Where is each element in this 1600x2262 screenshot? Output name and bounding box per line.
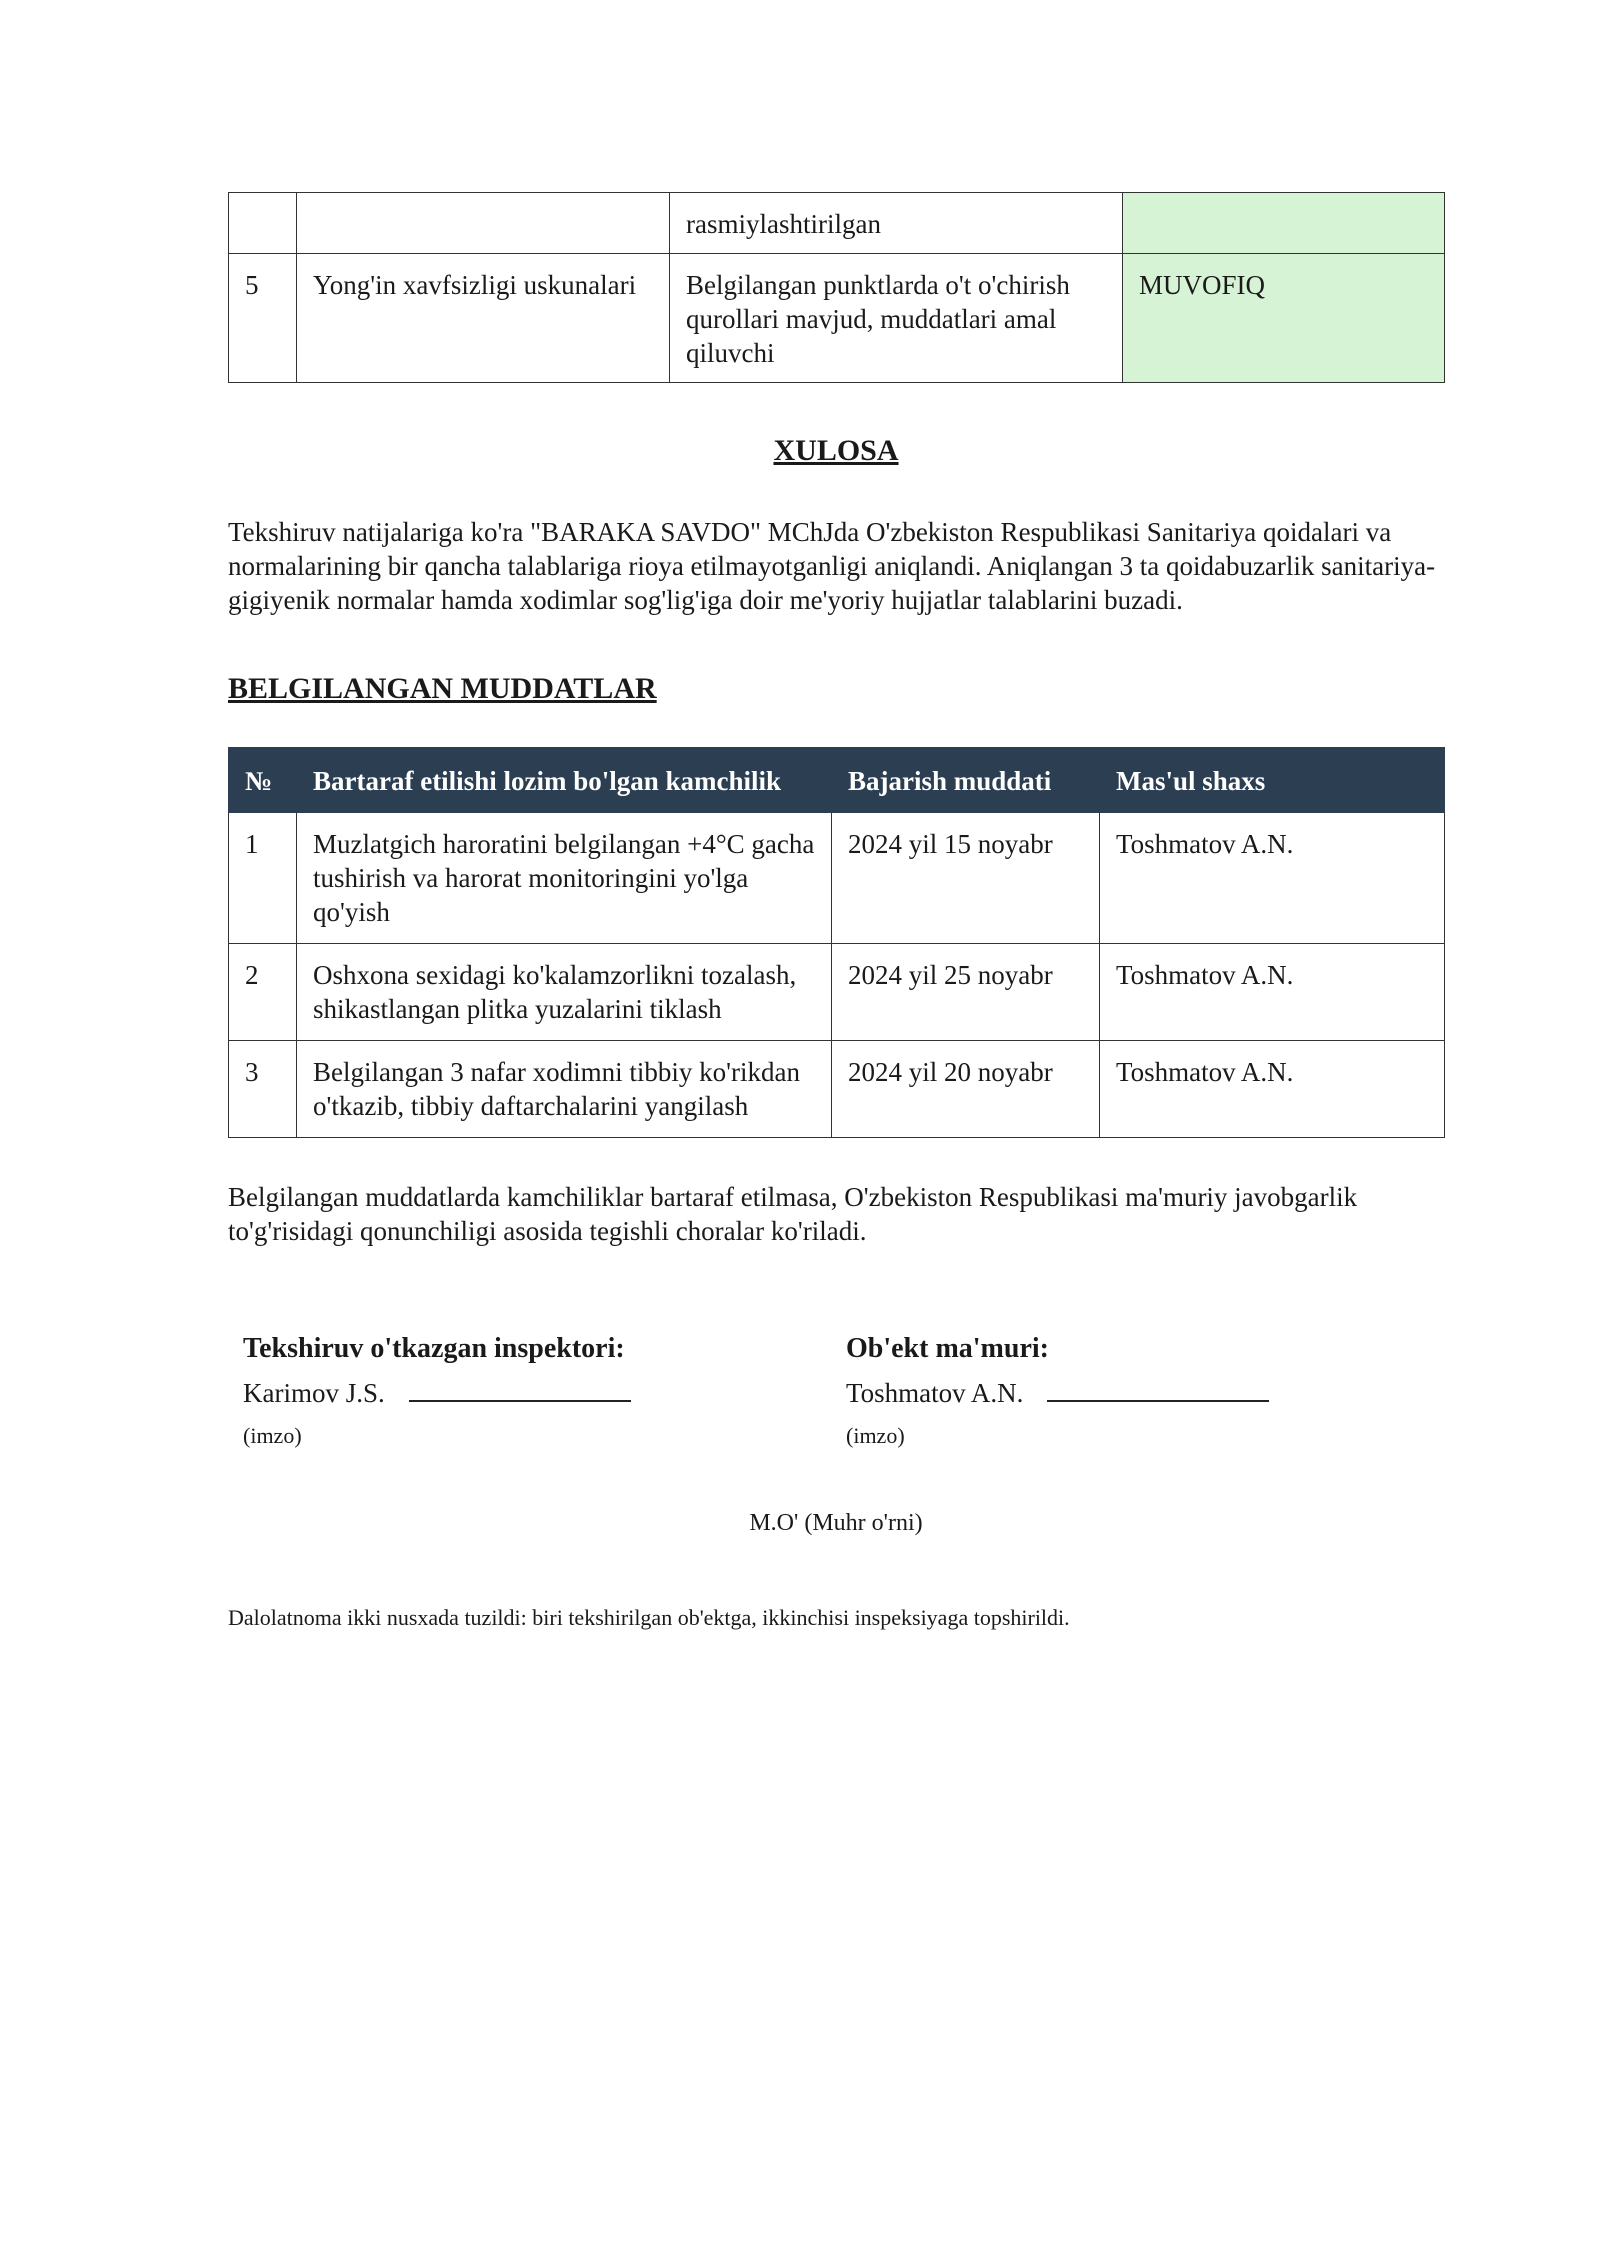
conclusion-text: Tekshiruv natijalariga ko'ra "BARAKA SAVDO" MChJda O'zbekiston Respublikasi Sanitariya qoidalari va normalarining bir qancha talablariga rioya etilmayotganligi aniqlandi. Aniqlangan 3 ta qoidabuzarlik sanitariya-gigiyenik normalar hamda xodimlar sog'lig'iga doir me'yoriy hujjatlar talablarini buzadi. [228,517,1436,615]
row-number-cell: 2 [229,944,297,1041]
inspection-table-continued [228,192,1445,383]
responsible-cell: Toshmatov A.N. [1100,813,1445,944]
table-row [229,254,1445,383]
deadline-cell: 2024 yil 20 noyabr [832,1041,1100,1138]
deadlines-heading: BELGILANGAN MUDDATLAR [228,672,657,705]
issue-cell: Oshxona sexidagi ko'kalamzorlikni tozalash, shikastlangan plitka yuzalarini tiklash [297,944,832,1041]
issue-cell: Muzlatgich haroratini belgilangan +4°C gacha tushirish va harorat monitoringini yo'lga qo'yish [297,813,832,944]
conclusion-heading: XULOSA [773,434,899,467]
inspector-signature [243,1332,803,1450]
stamp-placeholder: M.O' (Muhr o'rni) [749,1510,923,1536]
column-header-number: № [229,748,297,813]
footer-note: Dalolatnoma ikki nusxada tuzildi: biri tekshirilgan ob'ektga, ikkinchisi inspeksiyaga topshirildi. [228,1605,1070,1630]
manager-title: Ob'ekt ma'muri: [846,1333,1049,1364]
table-header-row [229,748,1445,813]
table-row [229,813,1445,944]
column-header-responsible: Mas'ul shaxs [1100,748,1445,813]
item-cell [297,193,670,254]
signatures-block [228,1332,1444,1472]
inspector-title: Tekshiruv o'tkazgan inspektori: [243,1333,625,1364]
manager-signature [846,1332,1406,1450]
table-row [229,1041,1445,1138]
column-header-issue: Bartaraf etilishi lozim bo'lgan kamchilik [297,748,832,813]
document-content [228,192,1444,1632]
inspector-signature-line [409,1376,631,1402]
warning-text: Belgilangan muddatlarda kamchiliklar bartaraf etilmasa, O'zbekiston Respublikasi ma'muriy javobgarlik to'g'risidagi qonunchiligi asosida tegishli choralar ko'riladi. [228,1182,1358,1246]
status-cell: MUVOFIQ [1123,254,1445,383]
row-number-cell: 5 [229,254,297,383]
issue-cell: Belgilangan 3 nafar xodimni tibbiy ko'rikdan o'tkazib, tibbiy daftarchalarini yangilash [297,1041,832,1138]
manager-name: Toshmatov A.N. [846,1378,1024,1408]
table-row [229,193,1445,254]
finding-cell: Belgilangan punktlarda o't o'chirish qurollari mavjud, muddatlari amal qiluvchi [670,254,1123,383]
responsible-cell: Toshmatov A.N. [1100,944,1445,1041]
deadline-cell: 2024 yil 15 noyabr [832,813,1100,944]
deadline-cell: 2024 yil 25 noyabr [832,944,1100,1041]
item-cell: Yong'in xavfsizligi uskunalari [297,254,670,383]
status-cell [1123,193,1445,254]
inspector-name: Karimov J.S. [243,1378,385,1408]
table-row [229,944,1445,1041]
manager-signature-line [1047,1376,1269,1402]
row-number-cell [229,193,297,254]
inspector-signature-note: (imzo) [243,1423,302,1448]
row-number-cell: 1 [229,813,297,944]
deadlines-table [228,747,1445,1138]
responsible-cell: Toshmatov A.N. [1100,1041,1445,1138]
row-number-cell: 3 [229,1041,297,1138]
manager-signature-note: (imzo) [846,1423,905,1448]
column-header-deadline: Bajarish muddati [832,748,1100,813]
finding-cell: rasmiylashtirilgan [670,193,1123,254]
